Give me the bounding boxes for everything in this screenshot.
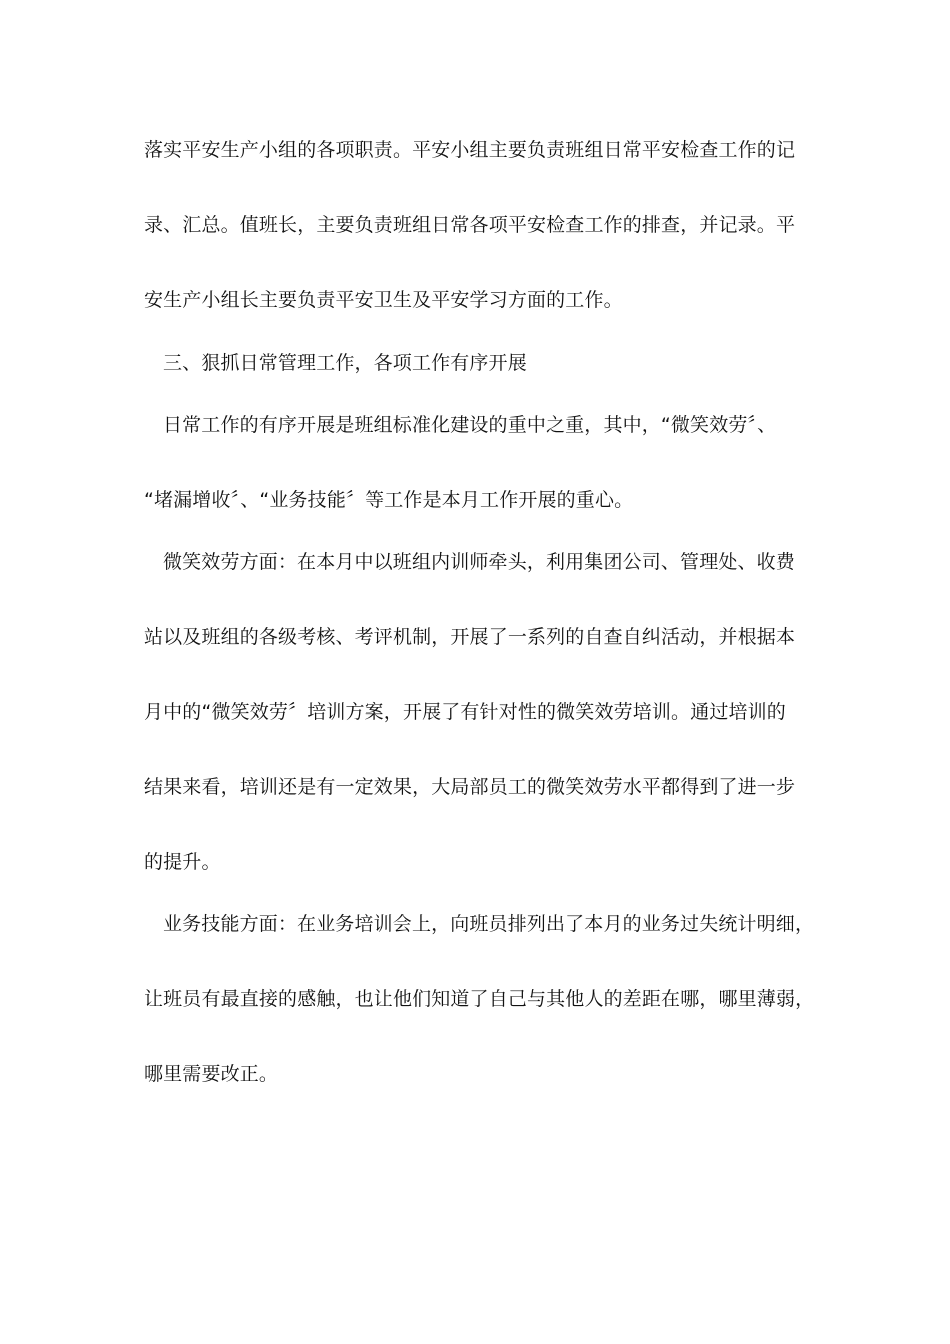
text-line-7: 微笑效劳方面：在本月中以班组内训师牵头，利用集团公司、管理处、收费 [163, 551, 795, 573]
text-line-12: 业务技能方面：在业务培训会上，向班员排列出了本月的业务过失统计明细， [163, 913, 815, 935]
text-line-2: 录、汇总。值班长，主要负责班组日常各项平安检查工作的排查，并记录。平 [144, 214, 796, 236]
text-line-11: 的提升。 [144, 851, 221, 873]
text-line-14: 哪里需要改正。 [144, 1063, 279, 1085]
text-line-13: 让班员有最直接的感触，也让他们知道了自己与其他人的差距在哪，哪里薄弱， [144, 988, 815, 1010]
text-line-10: 结果来看，培训还是有一定效果，大局部员工的微笑效劳水平都得到了进一步 [144, 776, 796, 798]
text-line-1: 落实平安生产小组的各项职责。平安小组主要负责班组日常平安检查工作的记 [144, 139, 796, 161]
text-line-3: 安生产小组长主要负责平安卫生及平安学习方面的工作。 [144, 289, 623, 311]
text-line-5: 日常工作的有序开展是班组标准化建设的重中之重，其中，“微笑效劳〞、 [163, 414, 777, 436]
section-heading: 三、狠抓日常管理工作，各项工作有序开展 [163, 352, 527, 374]
text-line-6: “堵漏增收〞、“业务技能〞等工作是本月工作开展的重心。 [144, 489, 634, 511]
text-line-8: 站以及班组的各级考核、考评机制，开展了一系列的自查自纠活动，并根据本 [144, 626, 796, 648]
text-line-9: 月中的“微笑效劳〞培训方案，开展了有针对性的微笑效劳培训。通过培训的 [144, 701, 786, 723]
